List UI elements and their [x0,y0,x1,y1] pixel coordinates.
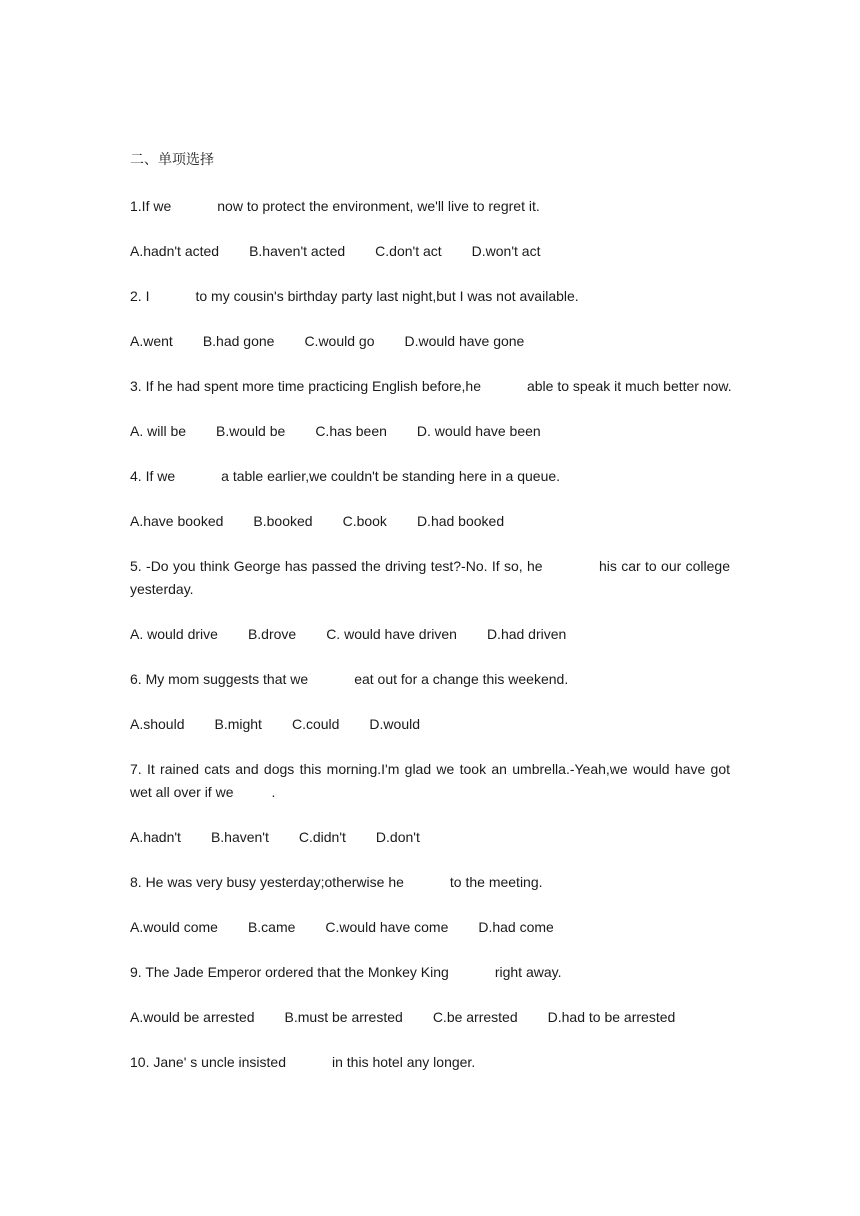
question-2-stem [130,285,730,308]
option-d: D. would have been [416,423,541,439]
option-b: B.drove [247,626,297,642]
question-5-stem-before: 5. -Do you think George has passed the driving test?-No. If so, he [130,558,543,574]
question-6-stem-before: 6. My mom suggests that we [130,671,309,687]
option-b: B.would be [216,423,286,439]
option-b: B.might [214,716,262,732]
question-9-options [130,1006,730,1029]
option-c: C.don't act [375,243,442,259]
option-d: D.had booked [416,513,505,529]
question-3-stem-after: able to speak it much better now. [526,378,732,394]
question-7-stem [130,758,730,803]
option-a: A.would be arrested [130,1009,255,1025]
question-6-options [130,713,730,736]
question-5-stem-after: his car to our college yesterday. [130,558,730,597]
question-8-stem-after: to the meeting. [449,874,543,890]
option-d: D.had to be arrested [547,1009,676,1025]
question-4-stem-before: 4. If we [130,468,176,484]
question-1-options [130,240,730,263]
document-page [130,0,730,1216]
option-b: B.booked [253,513,313,529]
question-3-stem-before: 3. If he had spent more time practicing English before,he [130,378,481,394]
question-4-stem [130,465,730,488]
question-9-stem [130,961,730,984]
question-1-stem-after: now to protect the environment, we'll live to regret it. [217,198,540,214]
question-5-stem [130,555,730,600]
option-b: B.must be arrested [284,1009,403,1025]
question-10-stem [130,1051,730,1074]
question-8-stem-before: 8. He was very busy yesterday;otherwise he [130,874,404,890]
option-c: C.could [291,716,340,732]
question-1-stem [130,195,730,218]
question-7-options [130,826,730,849]
question-9-stem-before: 9. The Jade Emperor ordered that the Monkey King [130,964,449,980]
question-6-stem [130,668,730,691]
question-6-stem-after: eat out for a change this weekend. [354,671,569,687]
question-3-options [130,420,730,443]
option-d: D.won't act [471,243,541,259]
option-a: A.have booked [130,513,224,529]
option-c: C.book [342,513,387,529]
question-2-options [130,330,730,353]
question-7-stem-after: . [271,783,276,800]
option-c: C.has been [315,423,387,439]
option-b: B.haven't acted [249,243,346,259]
question-5-options [130,623,730,646]
option-b: B.had gone [202,333,275,349]
question-2-stem-after: to my cousin's birthday party last night,but I was not available. [195,288,579,304]
question-1-stem-before: 1.If we [130,198,172,214]
option-c: C.be arrested [432,1009,518,1025]
option-c: C.didn't [298,829,346,845]
option-a: A.would come [130,919,218,935]
question-4-options [130,510,730,533]
option-a: A.should [130,716,185,732]
option-a: A. would drive [130,626,218,642]
option-d: D.had driven [486,626,567,642]
option-b: B.haven't [210,829,269,845]
question-8-options [130,916,730,939]
question-10-stem-before: 10. Jane' s uncle insisted [130,1054,286,1070]
question-10-stem-after: in this hotel any longer. [332,1054,476,1070]
option-a: A. will be [130,423,187,439]
option-d: D.would [369,716,421,732]
option-d: D.don't [375,829,420,845]
question-7-stem-before: 7. It rained cats and dogs this morning.I'm glad we took an umbrella.-Yeah,we would have got wet all over if we [130,761,730,800]
option-c: C.would have come [325,919,449,935]
option-d: D.had come [478,919,554,935]
option-a: A.hadn't [130,829,181,845]
question-9-stem-after: right away. [494,964,562,980]
question-4-stem-after: a table earlier,we couldn't be standing here in a queue. [221,468,561,484]
option-d: D.would have gone [404,333,525,349]
option-c: C.would go [304,333,375,349]
question-2-stem-before: 2. I [130,288,150,304]
option-a: A.hadn't acted [130,243,220,259]
section-title: 二、单项选择 [130,152,214,168]
question-8-stem [130,871,730,894]
option-c: C. would have driven [326,626,457,642]
option-a: A.went [130,333,173,349]
option-b: B.came [247,919,296,935]
question-3-stem [130,375,730,398]
